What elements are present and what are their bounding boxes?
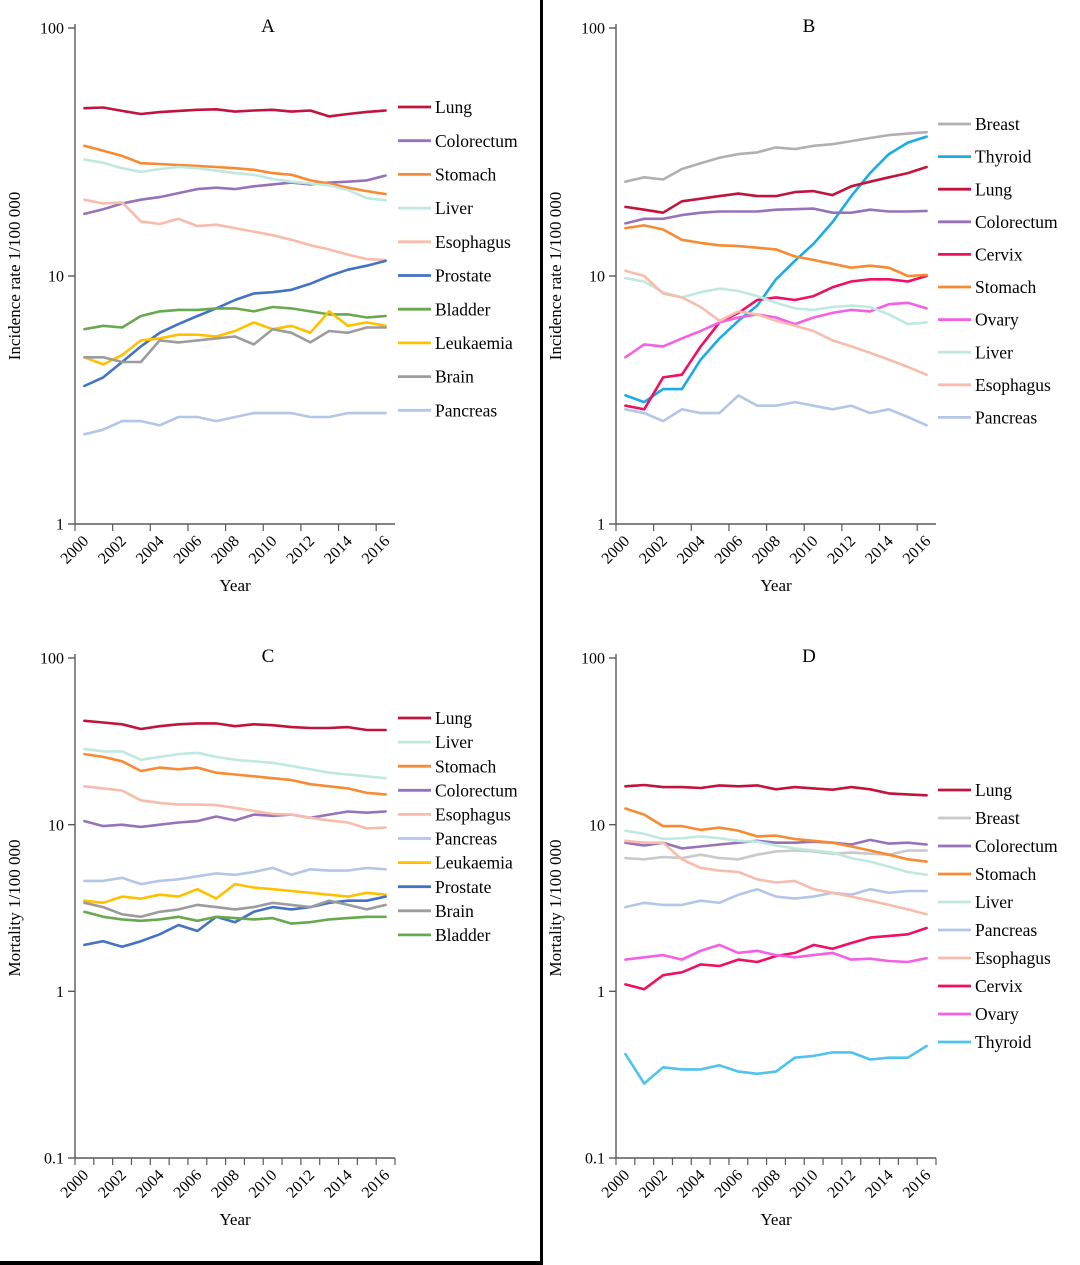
legend-label: Prostate [435, 265, 492, 286]
x-tick-label: 2004 [132, 532, 168, 568]
legend-item-pancreas [938, 408, 1037, 428]
y-tick-label: 1 [56, 983, 64, 1001]
series-line-bladder [84, 307, 385, 329]
x-tick-label: 2008 [749, 532, 784, 568]
legend-item-stomach [398, 165, 496, 185]
x-tick-label: 2014 [862, 1166, 897, 1202]
legend-item-liver [398, 198, 473, 218]
legend-item-colorectum [398, 780, 518, 800]
x-tick-label: 2010 [245, 532, 281, 568]
legend-label: Esophagus [975, 948, 1051, 969]
legend-label: Pancreas [435, 828, 498, 849]
x-tick-label: 2016 [358, 1166, 394, 1202]
legend-label: Colorectum [435, 780, 518, 801]
legend-item-esophagus [398, 232, 511, 252]
y-tick-label: 100 [581, 20, 605, 38]
legend-label: Esophagus [435, 804, 511, 825]
x-tick-label: 2012 [283, 1166, 319, 1202]
x-tick-label: 2000 [598, 532, 634, 568]
panel-title: B [802, 16, 816, 37]
legend-item-prostate [398, 877, 492, 897]
x-tick-label: 2012 [824, 532, 860, 568]
legend-label: Lung [975, 179, 1012, 200]
series-line-esophagus [84, 786, 385, 828]
y-axis-title: Incidence rate 1/100 000 [5, 191, 24, 361]
legend-label: Lung [975, 780, 1012, 801]
legend-item-ovary [938, 310, 1019, 330]
series-line-colorectum [84, 812, 385, 827]
legend-item-bladder [398, 925, 491, 945]
legend-item-brain [398, 901, 474, 921]
panel-a-incidence-male [0, 0, 540, 632]
legend-item-lung [938, 780, 1012, 800]
y-tick-label: 0.1 [585, 1150, 605, 1168]
series-line-pancreas [84, 413, 385, 434]
legend-label: Stomach [975, 277, 1037, 298]
legend-label: Leukaemia [435, 333, 513, 354]
legend-label: Liver [435, 732, 473, 753]
legend-label: Stomach [435, 164, 497, 185]
legend-item-esophagus [938, 375, 1051, 395]
legend-label: Cervix [975, 244, 1023, 265]
legend-label: Lung [435, 97, 472, 118]
legend-label: Prostate [435, 876, 492, 897]
x-axis-title: Year [760, 1210, 792, 1229]
y-tick-label: 10 [589, 817, 605, 835]
legend-item-breast [938, 114, 1020, 134]
legend-item-breast [938, 808, 1020, 828]
x-tick-label: 2000 [57, 532, 93, 568]
series-line-esophagus [84, 200, 385, 260]
legend-label: Pancreas [435, 400, 498, 421]
y-tick-label: 100 [40, 20, 64, 38]
legend-label: Liver [975, 892, 1013, 913]
y-tick-label: 1 [597, 983, 605, 1001]
series-line-brain [84, 901, 385, 917]
legend-item-thyroid [938, 147, 1032, 167]
legend-item-leukaemia [398, 333, 513, 353]
panel-title: C [261, 646, 275, 667]
series-line-liver [84, 160, 385, 201]
chart-a-svg [0, 0, 540, 632]
y-axis-title: Incidence rate 1/100 000 [546, 191, 565, 361]
legend-item-colorectum [938, 836, 1058, 856]
chart-b-svg [541, 0, 1080, 632]
legend-item-cervix [938, 976, 1023, 996]
legend-label: Stomach [975, 864, 1037, 885]
series-line-thyroid [625, 1046, 926, 1084]
x-tick-label: 2016 [358, 532, 394, 568]
series-line-colorectum [625, 209, 926, 224]
legend-item-colorectum [938, 212, 1058, 232]
x-tick-label: 2000 [598, 1166, 634, 1202]
x-axis-title: Year [219, 1210, 251, 1229]
y-axis-title: Mortality 1/100 000 [546, 839, 565, 977]
y-tick-label: 1 [597, 516, 605, 534]
series-line-lung [84, 721, 385, 730]
series-line-esophagus [625, 271, 926, 375]
x-tick-label: 2008 [749, 1166, 784, 1202]
x-tick-label: 2006 [170, 1166, 206, 1202]
legend-item-stomach [938, 864, 1036, 884]
legend-item-lung [398, 97, 472, 117]
x-tick-label: 2002 [636, 532, 671, 568]
x-axis-title: Year [219, 576, 251, 595]
legend-label: Pancreas [975, 920, 1038, 941]
legend-label: Breast [975, 808, 1020, 829]
y-tick-label: 0.1 [44, 1150, 64, 1168]
legend-label: Bladder [435, 299, 491, 320]
legend-item-ovary [938, 1004, 1019, 1024]
x-tick-label: 2014 [321, 532, 356, 568]
y-tick-label: 10 [589, 268, 605, 286]
legend-item-liver [938, 892, 1013, 912]
legend-item-stomach [398, 756, 496, 776]
legend-label: Esophagus [435, 231, 511, 252]
legend-item-thyroid [938, 1032, 1032, 1052]
series-line-leukaemia [84, 884, 385, 903]
legend-label: Leukaemia [435, 852, 513, 873]
legend-item-prostate [398, 266, 492, 286]
legend-item-pancreas [398, 400, 497, 420]
legend-label: Bladder [435, 925, 491, 946]
legend-label: Colorectum [975, 211, 1058, 232]
bottom-border [0, 1261, 543, 1265]
panel-title: A [261, 16, 275, 37]
legend-label: Colorectum [975, 836, 1058, 857]
x-tick-label: 2010 [786, 532, 822, 568]
chart-c-svg [0, 630, 540, 1262]
panel-b-incidence-female [541, 0, 1080, 632]
legend-label: Brain [435, 900, 474, 921]
series-line-lung [84, 108, 385, 117]
x-tick-label: 2012 [824, 1166, 860, 1202]
x-tick-label: 2006 [170, 532, 206, 568]
x-tick-label: 2006 [711, 1166, 747, 1202]
series-line-pancreas [84, 868, 385, 884]
series-line-cervix [625, 928, 926, 989]
x-tick-label: 2002 [636, 1166, 671, 1202]
y-axis-title: Mortality 1/100 000 [5, 839, 24, 977]
legend-label: Esophagus [975, 374, 1051, 395]
x-tick-label: 2000 [57, 1166, 93, 1202]
legend-label: Colorectum [435, 130, 518, 151]
legend-item-bladder [398, 299, 491, 319]
legend-label: Breast [975, 114, 1020, 135]
series-line-lung [625, 785, 926, 795]
legend-label: Thyroid [975, 146, 1032, 167]
series-line-colorectum [625, 840, 926, 849]
x-tick-label: 2016 [899, 532, 935, 568]
legend-item-liver [398, 732, 473, 752]
vertical-divider [540, 0, 543, 1265]
panel-title: D [802, 646, 816, 667]
legend-label: Brain [435, 366, 474, 387]
legend-item-stomach [938, 277, 1036, 297]
legend-item-pancreas [938, 920, 1037, 940]
x-tick-label: 2008 [208, 1166, 243, 1202]
x-tick-label: 2014 [862, 532, 897, 568]
x-tick-label: 2010 [786, 1166, 822, 1202]
x-tick-label: 2002 [95, 1166, 130, 1202]
legend-label: Lung [435, 708, 472, 729]
legend-label: Cervix [975, 976, 1023, 997]
legend-label: Liver [975, 342, 1013, 363]
x-tick-label: 2012 [283, 532, 319, 568]
x-tick-label: 2008 [208, 532, 243, 568]
legend-item-pancreas [398, 829, 497, 849]
legend-item-cervix [938, 245, 1023, 265]
x-tick-label: 2004 [673, 1166, 709, 1202]
y-tick-label: 1 [56, 516, 64, 534]
y-tick-label: 10 [48, 268, 64, 286]
legend-label: Liver [435, 198, 473, 219]
legend-item-liver [938, 342, 1013, 362]
legend-item-leukaemia [398, 853, 513, 873]
y-tick-label: 100 [40, 650, 64, 668]
legend-label: Ovary [975, 1004, 1019, 1025]
x-tick-label: 2004 [132, 1166, 168, 1202]
legend-label: Pancreas [975, 407, 1038, 428]
legend-item-esophagus [398, 805, 511, 825]
series-line-stomach [625, 225, 926, 276]
x-tick-label: 2014 [321, 1166, 356, 1202]
legend-label: Stomach [435, 756, 497, 777]
chart-d-svg [541, 630, 1080, 1262]
legend-item-lung [398, 708, 472, 728]
x-tick-label: 2004 [673, 532, 709, 568]
series-line-breast [625, 132, 926, 182]
series-line-stomach [625, 809, 926, 862]
y-tick-label: 100 [581, 650, 605, 668]
x-tick-label: 2002 [95, 532, 130, 568]
series-line-ovary [625, 945, 926, 962]
legend-label: Thyroid [975, 1032, 1032, 1053]
x-tick-label: 2006 [711, 532, 747, 568]
legend-item-colorectum [398, 131, 518, 151]
legend-item-esophagus [938, 948, 1051, 968]
legend-item-brain [398, 367, 474, 387]
x-axis-title: Year [760, 576, 792, 595]
x-tick-label: 2016 [899, 1166, 935, 1202]
x-tick-label: 2010 [245, 1166, 281, 1202]
panel-d-mortality-female [541, 630, 1080, 1262]
panel-c-mortality-male [0, 630, 540, 1262]
series-line-pancreas [625, 395, 926, 425]
legend-label: Ovary [975, 309, 1019, 330]
y-tick-label: 10 [48, 817, 64, 835]
legend-item-lung [938, 179, 1012, 199]
